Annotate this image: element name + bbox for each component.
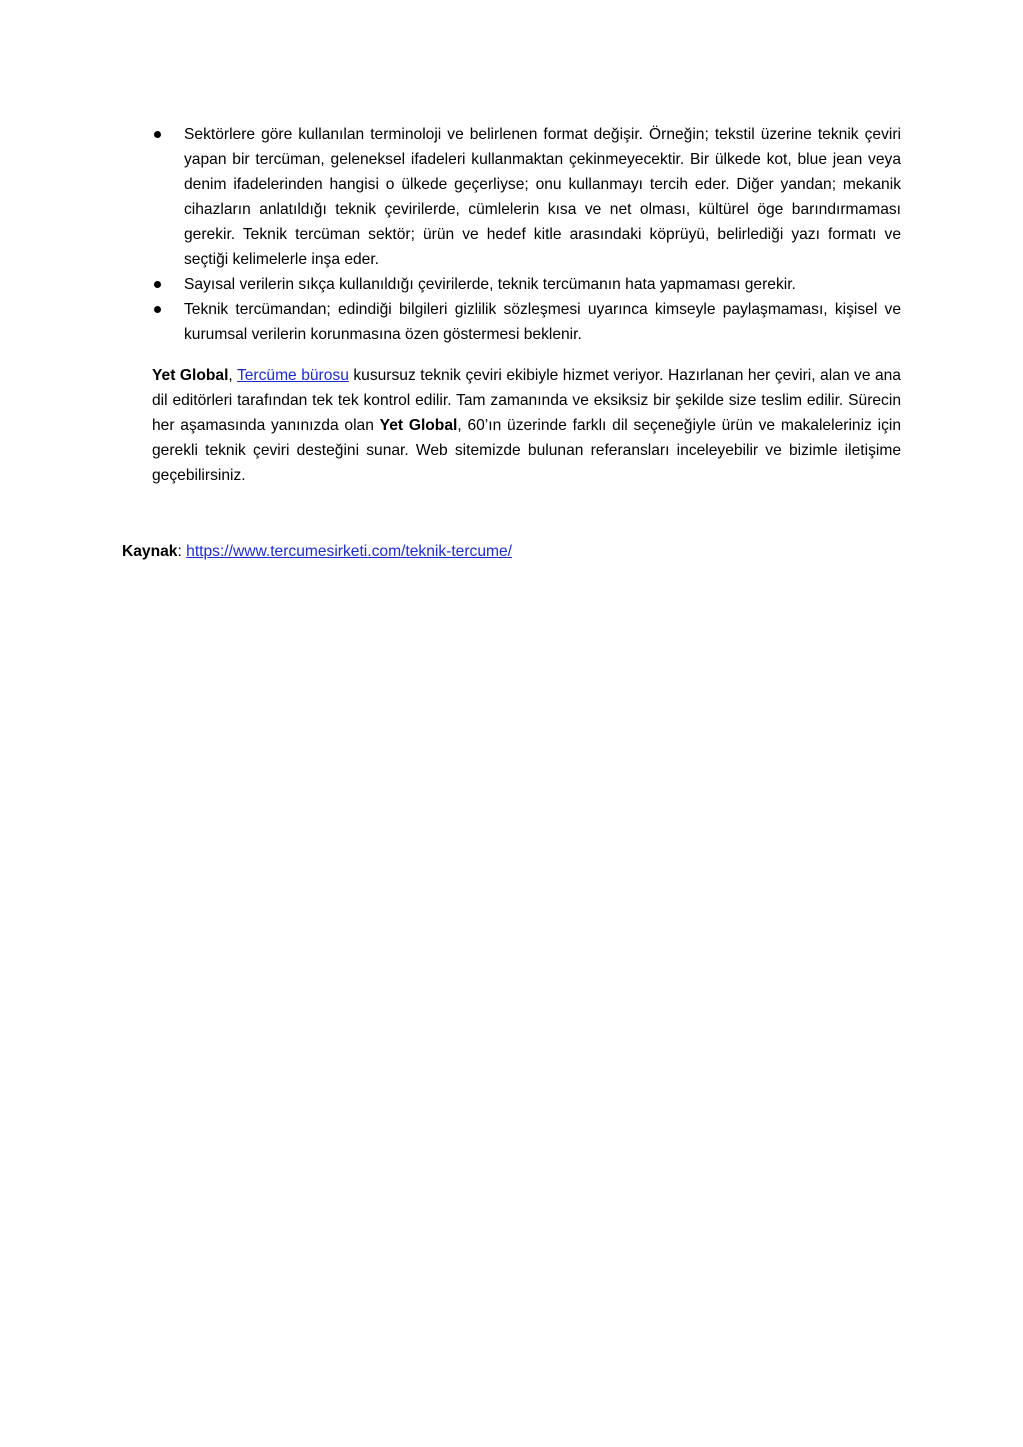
bullet-item-numeric-data [152, 272, 901, 297]
bullet-text: Teknik tercümandan; edindiği bilgileri gizlilik sözleşmesi uyarınca kimseyle paylaşmaması, kişisel ve kurumsal verilerin korunmasına özen göstermesi beklenir. [184, 301, 901, 343]
bullet-list [152, 122, 901, 347]
source-url-link[interactable]: https://www.tercumesirketi.com/teknik-tercume/ [186, 543, 512, 560]
paragraph-text: kusursuz teknik çeviri ekibiyle hizmet veriyor. Hazırlanan her çeviri, alan ve ana dil editörleri tarafından tek tek kontrol edilir. Tam zamanında ve eksiksiz bir şekilde size teslim edilir. Sürecin her aşamasında yanınızda olan [152, 367, 901, 434]
bullet-text: Sektörlere göre kullanılan terminoloji ve belirlenen format değişir. Örneğin; tekstil üzerine teknik çeviri yapan bir tercüman, geleneksel ifadeleri kullanmaktan çekinmeyecektir. Bir ülkede kot, blue jean veya denim ifadelerinden hangisi o ülkede geçerliyse; onu kullanmayı tercih eder. Diğer yandan; mekanik cihazların anlatıldığı teknik çevirilerde, cümlelerin kısa ve net olması, kültürel öge barındırmaması gerekir. Teknik tercüman sektör; ürün ve hedef kitle arasındaki köprüyü, belirlediği yazı formatı ve seçtiği kelimelerle inşa eder. [184, 126, 901, 268]
translation-office-link[interactable]: Tercüme bürosu [236, 367, 349, 384]
source-line [122, 539, 902, 564]
brand-name: Yet Global [152, 367, 229, 384]
company-paragraph [152, 363, 901, 488]
paragraph-separator: , [228, 367, 237, 384]
bullet-dot-icon [154, 131, 161, 138]
bullet-item-confidentiality [152, 297, 901, 347]
source-label: Kaynak [122, 543, 178, 560]
brand-name: Yet Global [379, 417, 458, 434]
source-separator: : [177, 543, 187, 560]
bullet-dot-icon [154, 281, 161, 288]
paragraph-text: , 60’ın üzerinde farklı dil seçeneğiyle ürün ve makaleleriniz için gerekli teknik çeviri desteğini sunar. Web sitemizde bulunan referansları inceleyebilir ve bizimle iletişime geçebilirsiniz. [152, 417, 901, 484]
bullet-text: Sayısal verilerin sıkça kullanıldığı çevirilerde, teknik tercümanın hata yapmaması gerekir. [184, 276, 796, 293]
bullet-item-terminology [152, 122, 901, 272]
bullet-dot-icon [154, 306, 161, 313]
